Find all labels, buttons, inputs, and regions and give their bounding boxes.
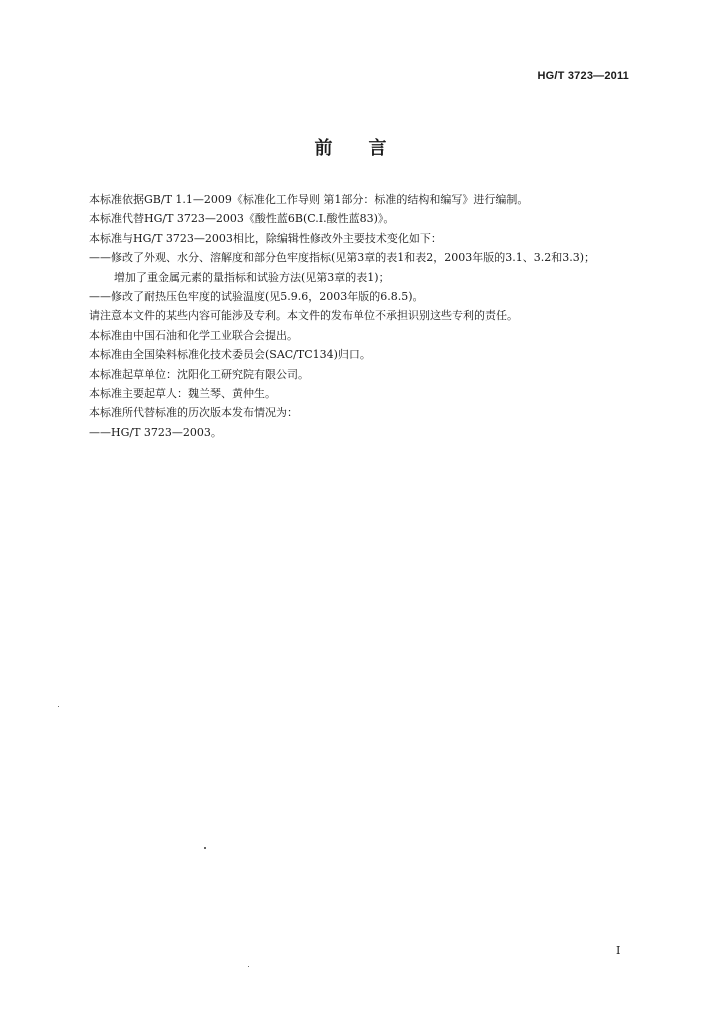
foreword-body <box>52 190 642 442</box>
paragraph-changes-intro: 本标准与HG/T 3723—2003相比，除编辑性修改外主要技术变化如下： <box>89 231 442 245</box>
page-number: I <box>616 944 621 957</box>
paragraph-drafters: 本标准主要起草人：魏兰琴、黄仲生。 <box>89 387 276 401</box>
paragraph-administered-by: 本标准由全国染料标准化技术委员会(SAC/TC134)归口。 <box>89 348 371 362</box>
scan-speck <box>58 706 59 707</box>
scan-speck <box>248 966 249 967</box>
paragraph-replaces: 本标准代替HG/T 3723—2003《酸性蓝6B(C.I.酸性蓝83)》。 <box>89 212 395 226</box>
paragraph-change-item-1: ——修改了外观、水分、溶解度和部分色牢度指标(见第3章的表1和表2，2003年版的3.1、3.2和3.3)； <box>89 251 596 265</box>
scan-speck <box>204 847 206 849</box>
paragraph-history-item: ——HG/T 3723—2003。 <box>89 425 222 439</box>
paragraph-drafting-unit: 本标准起草单位：沈阳化工研究院有限公司。 <box>89 367 309 381</box>
paragraph-history-intro: 本标准所代替标准的历次版本发布情况为： <box>89 406 298 420</box>
paragraph-change-item-2: 增加了重金属元素的量指标和试验方法(见第3章的表1)； <box>114 270 390 284</box>
paragraph-proposed-by: 本标准由中国石油和化学工业联合会提出。 <box>89 328 298 342</box>
standard-number-header: HG/T 3723—2011 <box>537 70 629 82</box>
paragraph-basis: 本标准依据GB/T 1.1—2009《标准化工作导则 第1部分：标准的结构和编写》进行编制。 <box>89 193 529 206</box>
paragraph-change-item-3: ——修改了耐热压色牢度的试验温度(见5.9.6，2003年版的6.8.5)。 <box>89 290 424 304</box>
paragraph-patent-notice: 请注意本文件的某些内容可能涉及专利。本文件的发布单位不承担识别这些专利的责任。 <box>89 309 518 323</box>
page-title: 前言 <box>314 138 423 159</box>
